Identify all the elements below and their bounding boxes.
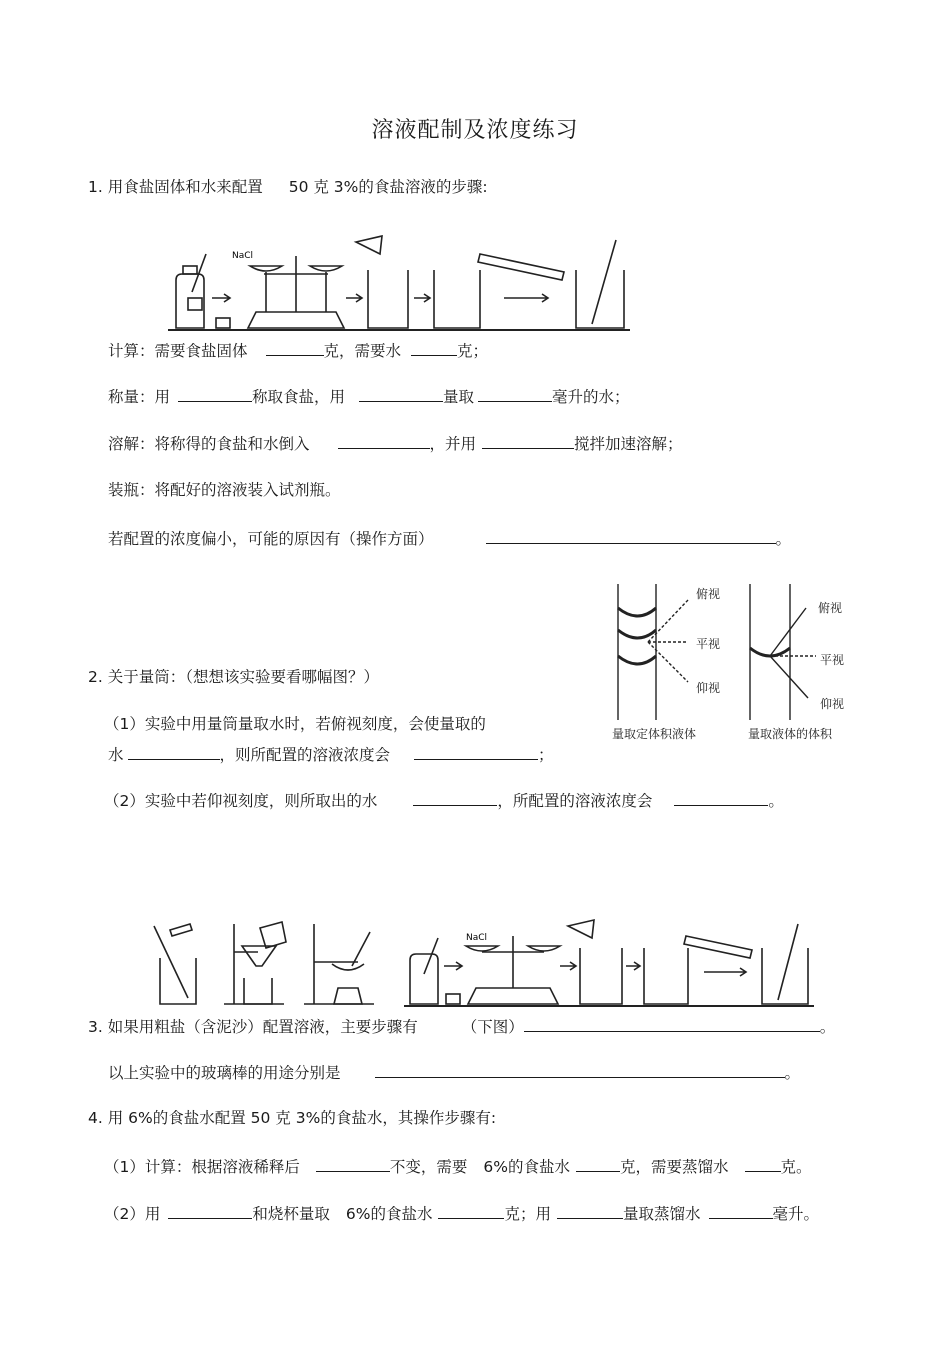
right-label-top: 俯视 bbox=[818, 601, 843, 615]
q1-stem-part-a: 1. 用食盐固体和水来配置 bbox=[88, 178, 263, 196]
right-caption: 量取液体的体积 bbox=[748, 727, 833, 741]
q1-stem-part-b: 50 克 3%的食盐溶液的步骤: bbox=[288, 178, 488, 196]
q2-cylinder-figure bbox=[610, 578, 850, 746]
sight-line-top bbox=[648, 600, 688, 642]
q4-p2-text-d: 克；用 bbox=[504, 1205, 551, 1223]
weight bbox=[216, 318, 230, 328]
q3-procedure-figure bbox=[148, 918, 814, 1010]
q1-calc-line bbox=[108, 339, 488, 361]
rod-text-a: 以上实验中的玻璃棒的用途分别是 bbox=[108, 1064, 341, 1082]
water-amount-blank-1[interactable] bbox=[128, 743, 220, 760]
q4-mass-blank[interactable] bbox=[438, 1202, 504, 1219]
dissolve-text-a: 溶解：将称得的食盐和水倒入 bbox=[108, 435, 310, 453]
q1-stem bbox=[88, 177, 488, 197]
left-label-low: 仰视 bbox=[696, 681, 721, 695]
q3-glass-rod-line bbox=[108, 1061, 800, 1083]
balance-base bbox=[248, 312, 344, 328]
q3-text-end: 。 bbox=[819, 1018, 836, 1036]
q4-p2-text-f: 毫升。 bbox=[772, 1205, 820, 1223]
weigh-text-b: 称取食盐，用 bbox=[252, 388, 346, 406]
weigh-text-c: 量取 bbox=[443, 388, 475, 406]
q3-text-b: （下图） bbox=[461, 1018, 524, 1036]
q1-weigh-line bbox=[108, 385, 630, 407]
p2-text-a: （2）实验中若仰视刻度，则所取出的水 bbox=[104, 792, 378, 810]
weigh-text-a: 称量：用 bbox=[108, 388, 171, 406]
arrow-1 bbox=[212, 294, 230, 302]
q4-p1-text-e: 克。 bbox=[780, 1158, 812, 1176]
dissolve-text-c: 搅拌加速溶解； bbox=[574, 435, 683, 453]
p1-text-b: 水 bbox=[108, 746, 124, 764]
q3-weight bbox=[446, 994, 460, 1004]
q4-p1-text-c: 6%的食盐水 bbox=[483, 1158, 570, 1176]
pouring-beaker bbox=[260, 922, 286, 948]
left-caption: 量取定体积液体 bbox=[612, 727, 697, 741]
q3-pan-left bbox=[466, 946, 498, 951]
q4-p2-text-c: 6%的食盐水 bbox=[345, 1205, 433, 1223]
weigh-tool-blank[interactable] bbox=[178, 385, 252, 402]
q3-arrow-2 bbox=[560, 962, 576, 970]
q4-tool-blank-1[interactable] bbox=[168, 1202, 252, 1219]
balance-pan-right bbox=[310, 266, 342, 271]
q4-stem: 4. 用 6%的食盐水配置 50 克 3%的食盐水，其操作步骤有: bbox=[88, 1109, 497, 1127]
calc-text-a: 计算：需要食盐固体 bbox=[108, 342, 248, 360]
glass-rod-use-blank[interactable] bbox=[375, 1061, 785, 1078]
q2-stem: 2. 关于量筒：（想想该实验要看哪幅图？） bbox=[88, 668, 379, 686]
q1-procedure-figure bbox=[168, 232, 630, 334]
q2-p2-line bbox=[104, 789, 784, 811]
error-text-a: 若配置的浓度偏小，可能的原因有（操作方面） bbox=[108, 530, 434, 548]
meniscus-1 bbox=[618, 608, 656, 616]
q4-p1-text-a: （1）计算：根据溶液稀释后 bbox=[104, 1158, 300, 1176]
salt-mass-blank[interactable] bbox=[266, 339, 324, 356]
balance-pan-left bbox=[250, 266, 282, 271]
q3-beaker-1 bbox=[580, 948, 622, 1004]
q4-p2-text-a: （2）用 bbox=[104, 1205, 161, 1223]
q4-p2-line bbox=[104, 1202, 819, 1224]
arrow-4 bbox=[504, 294, 548, 302]
beaker-2 bbox=[434, 270, 480, 328]
filter-beaker bbox=[244, 978, 272, 1004]
q3-balance-base bbox=[468, 988, 558, 1004]
left-label-top: 俯视 bbox=[696, 587, 721, 601]
q3-text-a: 3. 如果用粗盐（含泥沙）配置溶液，主要步骤有 bbox=[88, 1018, 418, 1036]
p2-text-b: ，所配置的溶液浓度会 bbox=[497, 792, 653, 810]
q4-p1-text-d: 克，需要蒸馏水 bbox=[619, 1158, 729, 1176]
q4-p2-text-e: 量取蒸馏水 bbox=[623, 1205, 701, 1223]
bottle-label bbox=[188, 298, 202, 310]
q4-volume-blank[interactable] bbox=[709, 1202, 773, 1219]
reagent-bottle bbox=[176, 274, 204, 328]
q3-stem bbox=[88, 1015, 835, 1037]
measure-tool-blank[interactable] bbox=[359, 385, 443, 402]
right-sight-low bbox=[770, 656, 808, 698]
weighing-paper bbox=[356, 236, 382, 254]
calc-text-c: 克； bbox=[457, 342, 489, 360]
q3-pan-right bbox=[528, 946, 560, 951]
q3-arrow-4 bbox=[704, 968, 746, 976]
beaker-1 bbox=[368, 270, 408, 328]
error-text-b: 。 bbox=[775, 530, 792, 548]
p1-text-d: ； bbox=[538, 746, 554, 764]
water-mass-blank[interactable] bbox=[411, 339, 457, 356]
nacl-label: NaCl bbox=[232, 251, 254, 261]
q2-p1-line2 bbox=[108, 743, 554, 765]
q1-error-line bbox=[108, 527, 791, 549]
q3-dropper bbox=[170, 924, 192, 936]
bottle-neck bbox=[183, 266, 197, 274]
p2-text-c: 。 bbox=[768, 792, 784, 810]
error-reason-blank[interactable] bbox=[486, 527, 776, 544]
evaporating-dish bbox=[332, 964, 364, 970]
distilled-water-mass-blank[interactable] bbox=[745, 1155, 781, 1172]
q3-beaker-2 bbox=[644, 948, 688, 1004]
glass-rod bbox=[592, 240, 616, 324]
q4-p2-text-b: 和烧杯量取 bbox=[252, 1205, 330, 1223]
invariant-blank[interactable] bbox=[316, 1155, 390, 1172]
beaker-3 bbox=[576, 270, 624, 328]
dissolve-text-b: ，并用 bbox=[429, 435, 477, 453]
q4-p1-text-b: 不变，需要 bbox=[389, 1158, 468, 1176]
left-label-mid: 平视 bbox=[696, 637, 721, 651]
right-label-low: 仰视 bbox=[820, 697, 845, 711]
calc-text-b: 克，需要水 bbox=[323, 342, 402, 360]
funnel bbox=[242, 946, 276, 966]
salt-water-mass-blank[interactable] bbox=[576, 1155, 620, 1172]
q2-p1-line1: （1）实验中用量筒量取水时，若俯视刻度，会使量取的 bbox=[104, 715, 486, 733]
meniscus-right bbox=[750, 648, 790, 656]
q1-bottle-line: 装瓶：将配好的溶液装入试剂瓶。 bbox=[108, 481, 341, 499]
meniscus-3 bbox=[618, 656, 656, 664]
q3-glass-rod bbox=[778, 924, 798, 1000]
q3-rod-dissolve bbox=[154, 926, 188, 998]
right-label-mid: 平视 bbox=[820, 653, 845, 667]
q3-bottle bbox=[410, 954, 438, 1004]
stir-tool-blank[interactable] bbox=[482, 432, 574, 449]
rod-text-b: 。 bbox=[784, 1064, 801, 1082]
q3-arrow-3 bbox=[626, 962, 640, 970]
arrow-2 bbox=[346, 294, 362, 302]
concentration-blank-1[interactable] bbox=[414, 743, 538, 760]
page-title: 溶液配制及浓度练习 bbox=[371, 118, 579, 143]
q3-weighing-paper bbox=[568, 920, 594, 938]
q3-nacl-label: NaCl bbox=[466, 933, 488, 943]
q1-dissolve-line bbox=[108, 432, 683, 454]
water-volume-blank[interactable] bbox=[478, 385, 552, 402]
q3-arrow-1 bbox=[444, 962, 462, 970]
burner bbox=[334, 988, 362, 1004]
q3-cylinder bbox=[684, 936, 752, 958]
arrow-3 bbox=[414, 294, 430, 302]
evap-rod bbox=[352, 932, 370, 966]
meniscus-2 bbox=[618, 630, 656, 638]
q4-tool-blank-2[interactable] bbox=[557, 1202, 623, 1219]
q3-beaker-dissolve bbox=[160, 958, 196, 1004]
sight-line-low bbox=[648, 642, 688, 682]
water-amount-blank-2[interactable] bbox=[413, 789, 497, 806]
container-blank[interactable] bbox=[338, 432, 430, 449]
weigh-text-d: 毫升的水； bbox=[552, 388, 630, 406]
concentration-blank-2[interactable] bbox=[674, 789, 768, 806]
p1-text-c: ，则所配置的溶液浓度会 bbox=[219, 746, 391, 764]
q3-steps-blank[interactable] bbox=[524, 1015, 820, 1032]
q4-p1-line bbox=[104, 1155, 812, 1177]
measuring-cylinder bbox=[478, 254, 564, 280]
